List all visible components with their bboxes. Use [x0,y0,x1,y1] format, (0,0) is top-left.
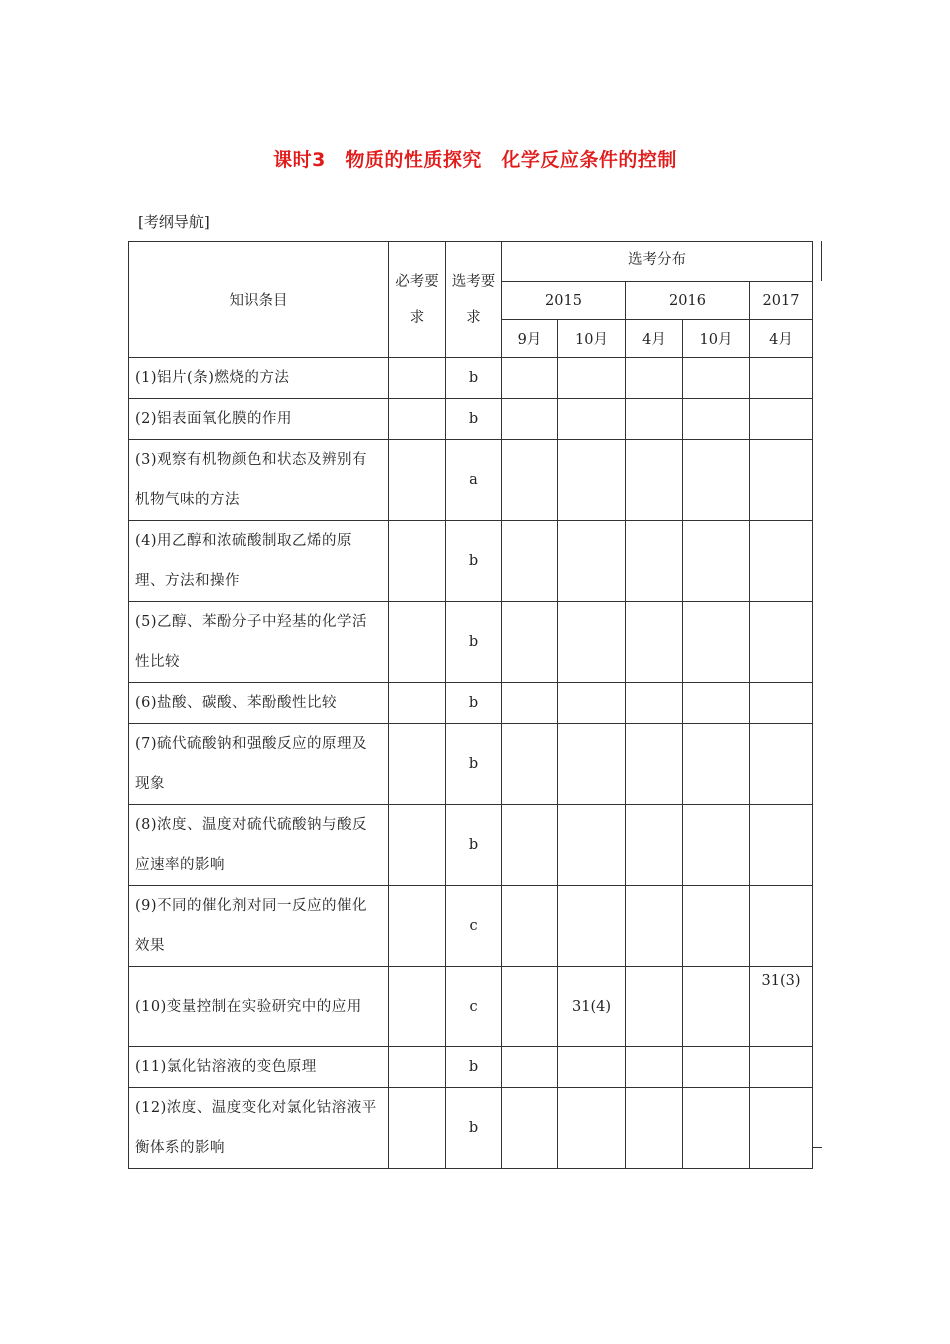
header-year-2017: 2017 [750,282,813,320]
elective-level-cell: b [446,521,502,602]
distribution-cell [683,683,750,724]
elective-level-cell: c [446,886,502,967]
knowledge-item-cell: (7)硫代硫酸钠和强酸反应的原理及现象 [129,724,389,805]
header-month: 10月 [683,320,750,358]
distribution-cell [502,805,558,886]
distribution-cell [750,1088,813,1169]
required-level-cell [389,1047,446,1088]
elective-level-cell: b [446,683,502,724]
required-level-cell [389,440,446,521]
distribution-cell [626,886,683,967]
distribution-cell [683,358,750,399]
distribution-cell [750,805,813,886]
required-level-cell [389,358,446,399]
distribution-cell [626,440,683,521]
table-row [129,967,813,1047]
header-month: 9月 [502,320,558,358]
distribution-cell [683,440,750,521]
table-row [129,358,813,399]
distribution-cell [750,886,813,967]
distribution-cell [626,967,683,1047]
distribution-cell [558,358,626,399]
table-border-fragment [821,241,822,281]
distribution-cell [502,886,558,967]
distribution-cell [502,1088,558,1169]
distribution-cell [502,521,558,602]
elective-level-cell: b [446,724,502,805]
table-row [129,1088,813,1169]
distribution-cell [558,724,626,805]
required-level-cell [389,521,446,602]
table-row [129,602,813,683]
elective-level-cell: c [446,967,502,1047]
distribution-cell [626,399,683,440]
distribution-cell [750,724,813,805]
knowledge-item-cell: (10)变量控制在实验研究中的应用 [129,967,389,1047]
table-border-fragment [813,1147,822,1148]
header-knowledge-item: 知识条目 [129,242,389,358]
distribution-cell [502,602,558,683]
table-row [129,724,813,805]
distribution-cell [502,1047,558,1088]
knowledge-item-cell: (4)用乙醇和浓硫酸制取乙烯的原理、方法和操作 [129,521,389,602]
distribution-cell [558,886,626,967]
table-row [129,683,813,724]
distribution-cell [502,440,558,521]
required-level-cell [389,602,446,683]
distribution-cell [750,602,813,683]
knowledge-item-cell: (11)氯化钴溶液的变色原理 [129,1047,389,1088]
table-row [129,521,813,602]
knowledge-item-cell: (8)浓度、温度对硫代硫酸钠与酸反应速率的影响 [129,805,389,886]
required-level-cell [389,967,446,1047]
distribution-cell [683,521,750,602]
distribution-cell [683,399,750,440]
distribution-cell [558,440,626,521]
distribution-cell [683,1047,750,1088]
elective-level-cell: b [446,1088,502,1169]
elective-level-cell: b [446,358,502,399]
distribution-cell [683,805,750,886]
knowledge-item-cell: (6)盐酸、碳酸、苯酚酸性比较 [129,683,389,724]
knowledge-item-cell: (12)浓度、温度变化对氯化钴溶液平衡体系的影响 [129,1088,389,1169]
distribution-cell [683,967,750,1047]
distribution-cell [558,521,626,602]
knowledge-item-cell: (5)乙醇、苯酚分子中羟基的化学活性比较 [129,602,389,683]
table-row [129,399,813,440]
header-elective-exam: 选考要求 [446,242,502,358]
knowledge-item-cell: (3)观察有机物颜色和状态及辨别有机物气味的方法 [129,440,389,521]
table-row [129,440,813,521]
required-level-cell [389,805,446,886]
distribution-cell [502,358,558,399]
exam-outline-table [128,241,813,1169]
distribution-cell [502,967,558,1047]
elective-level-cell: b [446,1047,502,1088]
distribution-cell [626,724,683,805]
distribution-cell [750,1047,813,1088]
header-row-1 [129,242,813,282]
distribution-cell [750,440,813,521]
distribution-cell [750,358,813,399]
distribution-cell [502,724,558,805]
distribution-cell [626,1088,683,1169]
page-title: 课时3 物质的性质探究 化学反应条件的控制 [273,149,677,171]
required-level-cell [389,683,446,724]
table-row [129,1047,813,1088]
distribution-cell [750,399,813,440]
distribution-cell [502,399,558,440]
distribution-cell [558,683,626,724]
required-level-cell [389,1088,446,1169]
header-distribution: 选考分布 [502,242,813,282]
distribution-cell [683,1088,750,1169]
required-level-cell [389,724,446,805]
distribution-cell [683,886,750,967]
knowledge-item-cell: (9)不同的催化剂对同一反应的催化效果 [129,886,389,967]
header-year-2015: 2015 [502,282,626,320]
header-month: 4月 [626,320,683,358]
distribution-cell [750,521,813,602]
distribution-cell [626,683,683,724]
distribution-cell [626,358,683,399]
header-required-exam: 必考要求 [389,242,446,358]
elective-level-cell: b [446,602,502,683]
distribution-cell [626,1047,683,1088]
elective-level-cell: b [446,805,502,886]
distribution-cell [558,805,626,886]
knowledge-item-cell: (2)铝表面氧化膜的作用 [129,399,389,440]
distribution-cell [683,602,750,683]
required-level-cell [389,399,446,440]
table-row [129,805,813,886]
distribution-cell [558,1047,626,1088]
distribution-cell [626,521,683,602]
distribution-cell: 31(4) [558,967,626,1047]
header-month: 10月 [558,320,626,358]
distribution-cell [750,683,813,724]
distribution-cell [626,602,683,683]
distribution-cell [558,1088,626,1169]
distribution-cell [502,683,558,724]
distribution-cell [558,399,626,440]
distribution-cell [626,805,683,886]
elective-level-cell: a [446,440,502,521]
elective-level-cell: b [446,399,502,440]
header-year-2016: 2016 [626,282,750,320]
section-label: [考纲导航] [138,213,210,231]
knowledge-item-cell: (1)铝片(条)燃烧的方法 [129,358,389,399]
table-row [129,886,813,967]
required-level-cell [389,886,446,967]
header-month: 4月 [750,320,813,358]
distribution-cell [683,724,750,805]
distribution-cell: 31(3) [750,967,813,1047]
distribution-cell [558,602,626,683]
